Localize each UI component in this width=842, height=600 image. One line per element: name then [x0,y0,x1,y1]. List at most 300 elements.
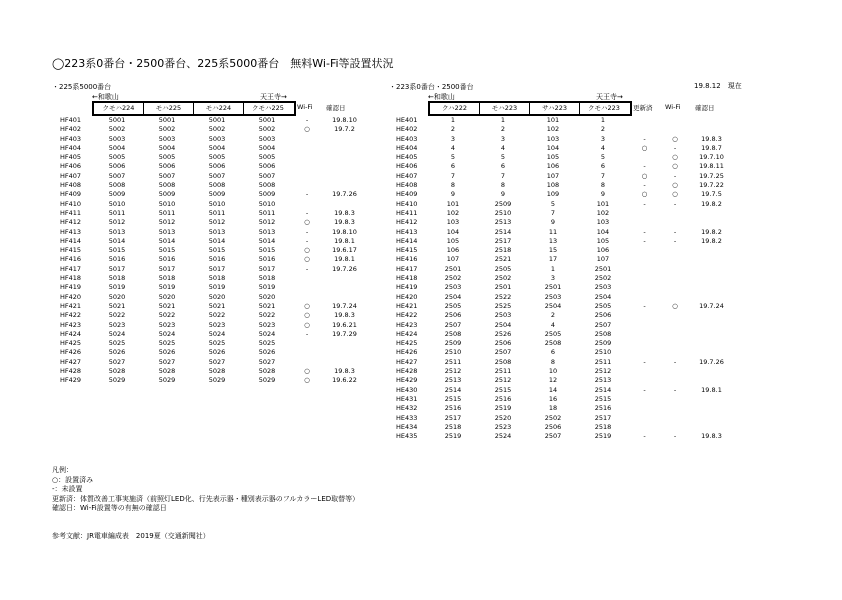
table-cell: 5018 [108,274,126,283]
table-cell: 2502 [544,413,562,422]
table-row [60,144,367,153]
table-row [60,376,367,385]
table-cell: HF427 [60,357,82,366]
table-row [60,172,367,181]
table-cell: ○ [304,246,310,255]
table-cell: 104 [546,143,560,152]
table-row [396,339,734,348]
table-cell: ○ [672,301,678,310]
table-cell: 2517 [494,236,512,245]
right-car-header [428,101,632,116]
table-cell: 2503 [494,311,512,320]
table-row [60,153,367,162]
table-cell: 7 [500,171,506,180]
table-row [396,302,734,311]
table-cell: 5001 [108,116,126,124]
table-cell [322,283,367,292]
table-cell: 5026 [208,348,226,357]
table-cell: 13 [548,236,558,245]
table-cell: 5010 [258,199,276,208]
table-cell: - [305,208,309,217]
table-cell: 5021 [258,301,276,310]
table-cell: 2517 [444,413,462,422]
table-cell [689,218,734,227]
table-row [396,395,734,404]
table-cell: HE421 [396,301,418,310]
table-cell [628,209,661,218]
table-cell: 2516 [594,404,612,413]
table-cell: 2525 [494,301,512,310]
table-cell [322,162,367,171]
left-car-4: クモハ225 [252,104,284,112]
left-car-3: モハ224 [194,103,244,114]
legend-check-date: 確認日：Wi-Fi設置等の有無の確認日 [52,504,167,513]
table-cell: ○ [672,190,678,199]
table-cell: 2522 [494,292,512,301]
table-cell [292,274,322,283]
table-cell: 5015 [108,246,126,255]
table-cell: 6 [550,348,556,357]
table-row [396,386,734,395]
table-cell: 5029 [108,376,126,385]
table-row [396,348,734,357]
left-car-1: クモハ224 [94,103,144,114]
table-cell: ○ [641,190,648,199]
table-cell: 5027 [108,357,126,366]
table-cell: 2514 [444,385,462,394]
table-cell: 5001 [258,116,276,124]
table-cell [661,116,689,125]
right-direction-west: ←和歌山 [428,93,455,101]
table-cell [689,125,734,134]
table-cell: 5004 [108,143,126,152]
table-cell: - [643,236,646,245]
right-car-2: モハ223 [480,103,530,114]
table-cell: HE420 [396,292,418,301]
table-row [396,376,734,385]
table-cell: - [643,134,646,143]
table-cell: 5022 [158,311,176,320]
table-cell: 2518 [444,422,462,431]
table-cell: - [643,199,646,208]
table-cell: - [305,264,309,273]
table-cell: 5003 [208,134,226,143]
right-car-1: クハ222 [430,103,480,114]
table-cell [661,218,689,227]
table-cell [628,330,661,339]
table-row [60,237,367,246]
table-cell [628,246,661,255]
table-cell: ○ [641,171,648,180]
table-cell: 5020 [108,292,126,301]
table-cell: HF418 [60,274,82,283]
table-cell [661,246,689,255]
table-cell: 2509 [594,339,612,348]
table-cell: 5028 [258,367,276,376]
table-cell: 5012 [258,218,276,227]
table-row [60,228,367,237]
table-cell: 5029 [158,376,176,385]
table-cell: 5020 [208,292,226,301]
table-cell [689,330,734,339]
table-cell [689,293,734,302]
table-cell [661,283,689,292]
table-row [396,237,734,246]
table-cell: - [643,162,646,171]
table-cell: HF422 [60,311,82,320]
table-cell: 101 [446,199,460,208]
table-cell: 5009 [108,190,126,199]
table-cell: 17 [548,255,558,264]
table-cell: 16 [548,394,558,403]
table-cell: 19.7.24 [332,301,357,310]
table-cell: 5009 [208,190,226,199]
table-cell: 5018 [208,274,226,283]
table-cell: 2506 [594,311,612,320]
right-direction-east: 天王寺→ [596,93,623,101]
table-row [396,218,734,227]
table-cell: HF425 [60,339,82,348]
table-cell [628,293,661,302]
table-cell: HE412 [396,218,418,227]
table-cell [689,404,734,413]
table-row [396,200,734,209]
table-row [396,274,734,283]
table-cell: 2504 [494,320,512,329]
table-row [396,116,734,125]
table-cell: 5009 [158,190,176,199]
table-cell: HF426 [60,348,82,357]
table-cell: 102 [446,208,460,217]
table-cell: 2503 [594,283,612,292]
table-cell: 5008 [208,181,226,190]
table-cell [628,395,661,404]
table-cell: 19.8.10 [332,227,357,236]
table-cell: HE403 [396,134,418,143]
table-cell: 2526 [494,329,512,338]
table-cell: 2513 [444,376,462,385]
table-cell: 2502 [494,274,512,283]
table-cell: 4 [550,320,556,329]
table-row [60,246,367,255]
table-cell: 2 [500,125,506,134]
table-cell: 5028 [108,367,126,376]
table-cell: 2502 [444,274,462,283]
table-cell [322,172,367,181]
table-cell: ○ [304,320,310,329]
table-cell: 2 [550,311,556,320]
table-row [60,330,367,339]
table-cell: 5004 [158,143,176,152]
table-cell: 8 [500,181,506,190]
table-cell: HF406 [60,162,82,171]
table-cell: 5 [550,199,556,208]
table-cell: 6 [450,162,456,171]
table-cell [292,283,322,292]
table-cell: 5010 [108,199,126,208]
table-cell: 2519 [594,432,612,441]
table-cell [628,339,661,348]
right-formation-table [396,116,734,441]
table-row [60,321,367,330]
table-row [60,200,367,209]
table-cell [322,200,367,209]
table-cell: 103 [596,218,610,227]
table-cell: 109 [546,190,560,199]
table-cell: 106 [596,246,610,255]
table-cell: 5011 [158,208,176,217]
table-cell: HE401 [396,116,418,124]
table-cell [661,125,689,134]
table-cell: HE417 [396,264,418,273]
table-row [396,125,734,134]
table-row [60,190,367,199]
table-cell: 5 [450,153,456,162]
table-cell: 14 [548,385,558,394]
table-cell: 5006 [158,162,176,171]
table-cell [661,376,689,385]
table-cell: HE406 [396,162,418,171]
table-cell: HE410 [396,199,418,208]
table-cell: 107 [596,255,610,264]
table-cell: 5012 [208,218,226,227]
page-title: ◯223系0番台・2500番台、225系5000番台 無料Wi-Fi等設置状況 [52,57,394,70]
table-cell: HF415 [60,246,82,255]
table-row [60,283,367,292]
right-car-4: クモハ223 [588,104,620,112]
table-cell: 5023 [258,320,276,329]
table-cell: 5018 [158,274,176,283]
table-cell: 5016 [108,255,126,264]
table-cell: 19.6.22 [332,376,357,385]
table-row [60,274,367,283]
table-cell [661,404,689,413]
table-cell: 5021 [108,301,126,310]
table-row [60,125,367,134]
table-cell: 5004 [208,143,226,152]
table-cell: ○ [304,255,310,264]
table-row [396,423,734,432]
table-cell: 2515 [594,394,612,403]
table-cell: 5002 [258,125,276,134]
table-cell: 5024 [158,329,176,338]
table-cell: 5016 [258,255,276,264]
table-cell [661,321,689,330]
table-cell: - [305,190,309,199]
table-cell: HF408 [60,181,82,190]
table-cell: 19.8.3 [701,432,722,441]
left-car-2: モハ225 [144,103,194,114]
table-row [60,293,367,302]
table-row [396,190,734,199]
table-row [396,265,734,274]
as-of-date: 19.8.12 現在 [694,82,742,90]
table-cell [661,339,689,348]
table-cell: HF417 [60,264,82,273]
table-cell: HF424 [60,329,82,338]
table-cell [661,395,689,404]
table-cell: 2508 [594,329,612,338]
table-cell: - [673,385,677,394]
table-cell: 104 [446,227,460,236]
table-cell: 5 [500,153,506,162]
table-cell: - [673,143,677,152]
table-cell: HE424 [396,329,418,338]
table-cell [661,423,689,432]
table-cell: HE415 [396,246,418,255]
table-cell [628,283,661,292]
table-cell: 2507 [594,320,612,329]
table-cell: 10 [548,367,558,376]
table-row [396,321,734,330]
table-row [60,255,367,264]
table-cell: 5024 [108,329,126,338]
table-cell: 2524 [494,432,512,441]
table-row [60,358,367,367]
table-cell: HF401 [60,116,82,124]
table-cell: 19.8.2 [701,227,722,236]
table-row [60,209,367,218]
table-row [396,181,734,190]
table-cell: 9 [550,218,556,227]
table-cell: 5006 [108,162,126,171]
table-cell [689,283,734,292]
table-cell: HE435 [396,432,418,441]
table-cell: - [643,385,646,394]
table-cell [292,348,322,357]
table-cell: HF416 [60,255,82,264]
table-cell: HE405 [396,153,418,162]
table-cell: 5005 [258,153,276,162]
table-cell: 1 [600,116,606,124]
table-cell: 5025 [108,339,126,348]
table-cell: 105 [546,153,560,162]
table-cell: HE425 [396,339,418,348]
table-cell: 6 [600,162,606,171]
table-cell: 2518 [594,422,612,431]
table-cell: HE419 [396,283,418,292]
table-cell: 19.8.1 [334,255,355,264]
table-cell: 19.7.26 [332,264,357,273]
table-cell [661,265,689,274]
left-direction-west: ←和歌山 [92,93,119,101]
table-cell: 5029 [258,376,276,385]
left-direction-east: 天王寺→ [260,93,287,101]
table-cell: 5023 [108,320,126,329]
table-cell [661,255,689,264]
table-cell [322,358,367,367]
table-cell: 5001 [208,116,226,124]
table-cell: HE432 [396,404,418,413]
table-cell: 2519 [444,432,462,441]
table-cell: 19.8.7 [701,143,722,152]
table-cell [661,330,689,339]
table-cell: HE422 [396,311,418,320]
table-cell: 2519 [494,404,512,413]
table-cell: 5015 [158,246,176,255]
table-row [396,246,734,255]
table-cell: 8 [600,181,606,190]
table-cell: - [673,236,677,245]
table-cell: HE413 [396,227,418,236]
table-cell: 19.8.2 [701,236,722,245]
table-cell: HE434 [396,422,418,431]
table-cell: 5020 [158,292,176,301]
table-cell: 2513 [494,218,512,227]
table-cell: 2503 [444,283,462,292]
table-cell: ○ [304,218,310,227]
table-cell: HF412 [60,218,82,227]
table-row [396,153,734,162]
table-cell: 5007 [258,171,276,180]
table-cell: HE423 [396,320,418,329]
legend-installed: ○：設置済み [52,475,94,484]
table-cell: 5004 [258,143,276,152]
table-cell: 2511 [494,367,512,376]
table-cell: 5020 [258,292,276,301]
table-cell: 5002 [108,125,126,134]
table-cell: 19.8.3 [334,218,355,227]
table-cell [689,209,734,218]
table-cell [322,144,367,153]
table-cell: 5012 [108,218,126,227]
table-cell: 1 [500,116,506,124]
table-cell: HF407 [60,171,82,180]
table-cell: HE430 [396,385,418,394]
table-row [396,358,734,367]
table-cell: 5008 [158,181,176,190]
table-cell: 2512 [494,376,512,385]
table-cell: 19.8.11 [699,162,724,171]
table-cell: - [673,199,677,208]
table-cell [628,125,661,134]
table-cell: 12 [548,376,558,385]
table-cell: 5007 [108,171,126,180]
table-row [60,348,367,357]
table-cell [322,153,367,162]
table-cell: 2516 [444,404,462,413]
table-cell [292,162,322,171]
table-cell: 5005 [158,153,176,162]
table-cell: 19.7.10 [699,153,724,162]
table-cell: HE404 [396,143,418,152]
table-cell: 2504 [594,292,612,301]
legend-updated: 更新済：体質改善工事実施済（前照灯LED化、行先表示器・種別表示器のフルカラーLED取替等） [52,494,360,503]
table-cell [628,423,661,432]
table-cell [689,339,734,348]
table-cell [689,367,734,376]
table-cell: - [643,432,646,441]
table-cell: 5023 [208,320,226,329]
table-cell: 8 [450,181,456,190]
table-cell: 19.7.25 [699,171,724,180]
table-row [396,228,734,237]
table-cell: 5018 [258,274,276,283]
right-col-wifi: Wi-Fi [665,103,681,111]
table-cell: 2515 [444,394,462,403]
table-cell: HF423 [60,320,82,329]
table-cell: 2501 [494,283,512,292]
table-cell [628,218,661,227]
table-cell: 19.7.29 [332,329,357,338]
table-cell: HE409 [396,190,418,199]
table-cell: 106 [446,246,460,255]
table-cell: 5011 [208,208,226,217]
table-cell: 19.8.1 [701,385,722,394]
table-cell [628,367,661,376]
table-cell: 19.7.26 [699,357,724,366]
table-cell: 103 [446,218,460,227]
